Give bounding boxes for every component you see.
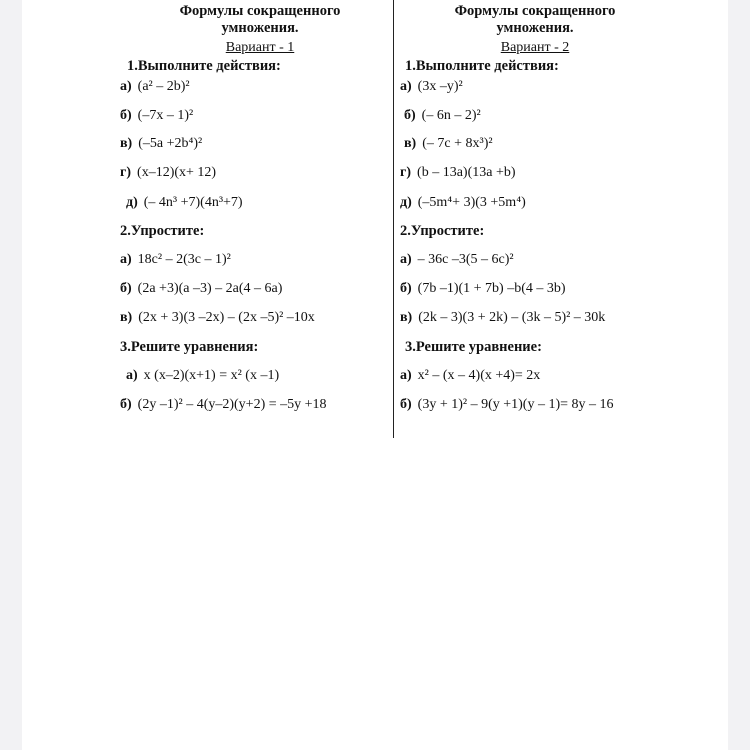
item-label: б)	[400, 281, 412, 296]
exercise-item	[120, 108, 193, 124]
item-expression: x (x–2)(x+1) = x² (x –1)	[143, 368, 280, 383]
item-expression: (– 4n³ +7)(4n³+7)	[143, 195, 243, 210]
item-label: в)	[120, 310, 133, 325]
item-expression: (3x –y)²	[417, 79, 463, 94]
item-expression: 18c² – 2(3c – 1)²	[137, 252, 231, 267]
variant-label: Вариант - 1	[225, 40, 295, 55]
item-expression: (2x + 3)(3 –2x) – (2x –5)² –10x	[138, 310, 315, 325]
item-label: в)	[120, 136, 133, 151]
exercise-item	[404, 136, 493, 152]
item-label: а)	[400, 252, 412, 267]
item-label: в)	[404, 136, 417, 151]
exercise-item	[400, 397, 614, 413]
item-label: г)	[120, 165, 132, 180]
item-expression: x² – (x – 4)(x +4)= 2x	[417, 368, 541, 383]
exercise-item	[400, 195, 526, 211]
title-line-2: умножения.	[496, 20, 574, 36]
column-divider	[393, 0, 394, 438]
exercise-item	[400, 368, 540, 384]
section-3-heading: 3.Решите уравнение:	[405, 339, 542, 355]
section-2-heading: 2.Упростите:	[400, 223, 485, 239]
item-expression: (a² – 2b)²	[137, 79, 190, 94]
section-3-heading: 3.Решите уравнения:	[120, 339, 259, 355]
title-line-1: Формулы сокращенного	[454, 3, 616, 19]
item-label: в)	[400, 310, 413, 325]
exercise-item	[120, 79, 190, 95]
exercise-item	[126, 368, 279, 384]
exercise-item	[120, 310, 315, 326]
exercise-item	[120, 397, 327, 413]
item-label: а)	[126, 368, 138, 383]
item-label: а)	[120, 79, 132, 94]
item-expression: (– 7c + 8x³)²	[422, 136, 493, 151]
item-expression: (2a +3)(a –3) – 2a(4 – 6a)	[137, 281, 283, 296]
item-label: б)	[120, 281, 132, 296]
item-label: а)	[400, 368, 412, 383]
item-expression: – 36c –3(5 – 6c)²	[417, 252, 514, 267]
exercise-item	[120, 136, 202, 152]
item-label: д)	[126, 195, 138, 210]
section-2-heading: 2.Упростите:	[120, 223, 205, 239]
item-label: а)	[400, 79, 412, 94]
item-label: б)	[120, 397, 132, 412]
item-expression: (x–12)(x+ 12)	[137, 165, 217, 180]
exercise-item	[400, 79, 463, 95]
exercise-item	[400, 310, 605, 326]
section-1-heading: 1.Выполните действия:	[127, 58, 281, 74]
item-label: б)	[404, 108, 416, 123]
item-label: д)	[400, 195, 412, 210]
exercise-item	[120, 281, 282, 297]
item-expression: (2y –1)² – 4(y–2)(y+2) = –5y +18	[137, 397, 327, 412]
item-expression: (–5a +2b⁴)²	[138, 136, 203, 151]
exercise-item	[400, 165, 516, 181]
exercise-item	[400, 281, 566, 297]
section-1-heading: 1.Выполните действия:	[405, 58, 559, 74]
item-expression: (–7x – 1)²	[137, 108, 194, 123]
item-label: б)	[400, 397, 412, 412]
item-expression: (2k – 3)(3 + 2k) – (3k – 5)² – 30k	[418, 310, 606, 325]
exercise-item	[404, 108, 481, 124]
item-expression: (b – 13a)(13a +b)	[417, 165, 516, 180]
exercise-item	[120, 252, 231, 268]
title-line-1: Формулы сокращенного	[179, 3, 341, 19]
item-label: г)	[400, 165, 412, 180]
item-expression: (– 6n – 2)²	[421, 108, 481, 123]
exercise-item	[400, 252, 514, 268]
item-expression: (3y + 1)² – 9(y +1)(y – 1)= 8y – 16	[417, 397, 614, 412]
title-line-2: умножения.	[221, 20, 299, 36]
item-expression: (–5m⁴+ 3)(3 +5m⁴)	[417, 195, 526, 210]
exercise-item	[120, 165, 216, 181]
item-expression: (7b –1)(1 + 7b) –b(4 – 3b)	[417, 281, 566, 296]
item-label: а)	[120, 252, 132, 267]
exercise-item	[126, 195, 243, 211]
item-label: б)	[120, 108, 132, 123]
variant-label: Вариант - 2	[500, 40, 570, 55]
